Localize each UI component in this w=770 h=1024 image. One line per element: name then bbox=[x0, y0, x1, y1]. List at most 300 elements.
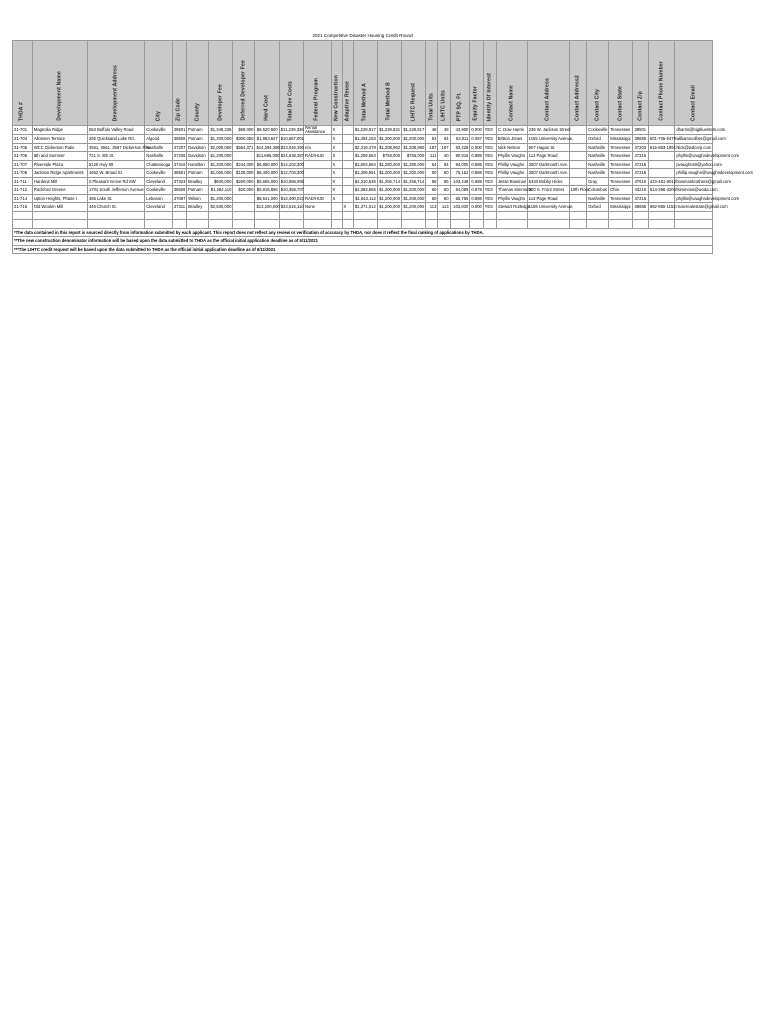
cell-county: Davidson bbox=[187, 143, 209, 152]
cell-contact-name: Thomas Simmons bbox=[497, 187, 532, 193]
cell-zip-code: 38506 bbox=[173, 187, 186, 193]
cell-total-method-a: $1,310,635 bbox=[354, 178, 376, 184]
cell-lihtc-units: 60 bbox=[438, 186, 450, 195]
table-row bbox=[13, 177, 713, 186]
cell-county: Putnam bbox=[187, 169, 209, 178]
cell-lihtc-request: $1,200,000 bbox=[403, 195, 425, 201]
column-header-ptp-sq-ft bbox=[450, 41, 470, 126]
cell-adaptive-reuse bbox=[342, 143, 353, 152]
cell-equity-factor: 0.000 bbox=[471, 144, 482, 150]
cell-new-construction: X bbox=[331, 194, 342, 203]
cell-adaptive-reuse bbox=[342, 160, 353, 169]
cell-lihtc-request: $755,000 bbox=[402, 152, 426, 161]
cell-contact-name: Phyllis Vaughn bbox=[497, 195, 526, 201]
cell-thda: 21-711 bbox=[13, 177, 33, 186]
cell-lihtc-units: 113 bbox=[438, 203, 450, 212]
cell-total-dev-costs: $24,638,387 bbox=[280, 153, 305, 159]
empty-cell bbox=[331, 211, 342, 220]
cell-contact-name: Phillip Vaughn bbox=[496, 169, 527, 178]
empty-cell bbox=[648, 220, 674, 229]
cell-total-units: 64 bbox=[426, 135, 438, 144]
cell-developer-fee: $1,000,000 bbox=[210, 170, 232, 176]
cell-contact-zip: 37203 bbox=[633, 143, 648, 152]
cell-total-units: 111 bbox=[426, 152, 438, 161]
cell-total-dev-costs: $11,239,336 bbox=[279, 126, 303, 135]
empty-cell bbox=[527, 211, 569, 220]
cell-contact-address: 3507 Dartmouth Ave. bbox=[528, 161, 568, 167]
column-header-label: Contact City bbox=[593, 89, 600, 121]
cell-thda: 21-705 bbox=[13, 143, 33, 152]
column-header-label: County bbox=[193, 102, 200, 121]
cell-deferred-developer-fee: $554,371 bbox=[233, 143, 255, 152]
cell-hard-cost: $11,695,000 bbox=[256, 153, 280, 159]
column-header-deferred-developer-fee bbox=[233, 41, 255, 126]
cell-zip-code: 37311 bbox=[173, 204, 186, 210]
cell-total-units: 60 bbox=[426, 194, 438, 203]
empty-cell bbox=[331, 220, 342, 229]
empty-cell bbox=[145, 220, 173, 229]
empty-cell bbox=[187, 220, 209, 229]
cell-new-construction bbox=[331, 203, 342, 212]
footnote-row bbox=[13, 245, 713, 254]
column-header-contact-email bbox=[675, 41, 713, 126]
cell-contact-address: 113 Page Road bbox=[527, 194, 569, 203]
cell-contact-email: pvaughn40@yahoo.com bbox=[676, 161, 722, 167]
cell-contact-email: dharris@bigblueriters.com bbox=[675, 126, 713, 135]
column-header-label: Deferred Developer Fee bbox=[240, 60, 247, 121]
empty-cell bbox=[342, 220, 353, 229]
cell-contact-phone-number: 601-706-6478 bbox=[649, 136, 676, 142]
cell-thda: 21-706 bbox=[13, 152, 33, 161]
cell-identity-of-interest: YES bbox=[483, 203, 496, 212]
cell-total-dev-costs: $23,046,390 bbox=[280, 144, 305, 150]
table-row bbox=[13, 126, 713, 135]
cell-total-dev-costs: $14,102,300 bbox=[280, 161, 305, 167]
cell-lihtc-request: $1,200,000 bbox=[403, 187, 425, 193]
column-header-contact-city bbox=[587, 41, 609, 126]
cell-equity-factor: 0.885 bbox=[471, 161, 482, 167]
empty-cell bbox=[87, 211, 144, 220]
column-header-federal-program bbox=[303, 41, 331, 126]
cell-deferred-developer-fee: $260,000 bbox=[233, 177, 255, 186]
cell-ptp-sq-ft: 90,816 bbox=[450, 152, 470, 161]
cell-contact-city: Nashville bbox=[587, 194, 609, 203]
empty-cell bbox=[233, 220, 255, 229]
cell-lihtc-units: 64 bbox=[438, 160, 450, 169]
cell-total-method-b: $1,200,000 bbox=[379, 187, 401, 193]
cell-federal-program bbox=[303, 160, 331, 169]
cell-thda: 21-712 bbox=[13, 186, 33, 195]
cell-contact-address2 bbox=[569, 143, 587, 152]
column-header-label: Development Address bbox=[112, 64, 119, 121]
cell-contact-name: Britton Jones bbox=[496, 135, 527, 144]
column-header-thda bbox=[13, 41, 33, 126]
cell-development-name: Jackson Ridge Apartments bbox=[32, 169, 87, 178]
empty-cell bbox=[145, 211, 173, 220]
cell-lihtc-units: 48 bbox=[438, 126, 450, 135]
column-header-identity-of-interest bbox=[483, 41, 496, 126]
cell-deferred-developer-fee bbox=[233, 194, 255, 203]
cell-development-address: 256 Quicksand Lake Rd. bbox=[87, 135, 144, 144]
cell-total-dev-costs: $12,703,300 bbox=[280, 170, 305, 176]
cell-ptp-sq-ft: 65,765 bbox=[450, 194, 470, 203]
cell-contact-zip: 37615 bbox=[633, 177, 648, 186]
cell-identity-of-interest: YES bbox=[483, 126, 496, 135]
cell-adaptive-reuse: X bbox=[342, 203, 353, 212]
cell-deferred-developer-fee bbox=[233, 203, 255, 212]
empty-cell bbox=[13, 220, 33, 229]
cell-lihtc-units: 86 bbox=[438, 177, 450, 186]
table-row bbox=[13, 135, 713, 144]
column-header-label: THDA # bbox=[18, 101, 25, 121]
cell-hard-cost: $13,200,000 bbox=[256, 204, 280, 210]
cell-county: Hamilton bbox=[187, 160, 209, 169]
cell-total-method-b: $1,200,000 bbox=[379, 195, 401, 201]
cell-total-method-a: $2,319,478 bbox=[354, 144, 376, 150]
cell-hard-cost: $5,605,000 bbox=[256, 178, 278, 184]
cell-total-method-a: $1,383,865 bbox=[354, 187, 376, 193]
cell-ptp-sq-ft: 43,900 bbox=[450, 126, 470, 135]
empty-cell bbox=[255, 211, 279, 220]
column-header-label: Contact Address2 bbox=[574, 75, 581, 121]
cell-developer-fee: $2,000,050 bbox=[210, 144, 232, 150]
cell-contact-email: bowmanbrothers@gmail.com bbox=[676, 178, 731, 184]
cell-new-construction: X bbox=[331, 177, 342, 186]
cell-city: Algood bbox=[145, 135, 173, 144]
cell-zip-code: 37207 bbox=[173, 144, 186, 150]
cell-hard-cost: $8,400,000 bbox=[256, 170, 278, 176]
cell-total-dev-costs: $10,686,995 bbox=[280, 178, 305, 184]
cell-total-method-a: $1,603,563 bbox=[354, 161, 376, 167]
empty-cell bbox=[172, 211, 186, 220]
column-header-development-name bbox=[32, 41, 87, 126]
footnote-row bbox=[13, 228, 713, 237]
cell-developer-fee: $1,284,110 bbox=[209, 186, 233, 195]
cell-development-name: 8th and Summer bbox=[32, 152, 87, 161]
cell-lihtc-units: 187 bbox=[438, 143, 450, 152]
column-header-label: Equity Factor bbox=[472, 86, 479, 121]
footnote-text: ***The LIHTC credit request will be based upon the data submitted to THDA as the official initial application deadline as of 6/11/2021 bbox=[13, 245, 713, 254]
cell-adaptive-reuse bbox=[342, 126, 353, 135]
cell-hard-cost: $14,294,396 bbox=[256, 144, 280, 150]
cell-total-method-b: $1,200,000 bbox=[379, 170, 401, 176]
cell-federal-program: n/a bbox=[303, 143, 331, 152]
table-row bbox=[13, 152, 713, 161]
header-row bbox=[13, 41, 713, 126]
cell-deferred-developer-fee: $68,000 bbox=[233, 126, 255, 135]
cell-identity-of-interest: YES bbox=[483, 143, 496, 152]
column-header-label: Federal Program bbox=[313, 78, 320, 121]
cell-contact-city: Oxford bbox=[587, 135, 609, 144]
table-row bbox=[13, 169, 713, 178]
cell-total-method-b: $1,256,714 bbox=[379, 178, 401, 184]
cell-contact-address2 bbox=[569, 152, 587, 161]
cell-developer-fee: $1,200,000 bbox=[210, 153, 232, 159]
cell-contact-address: 236 W. Jackson Street bbox=[527, 126, 569, 135]
empty-cell bbox=[633, 211, 648, 220]
cell-development-address: 0 Pleasant Grove Rd SW bbox=[87, 177, 144, 186]
cell-contact-email: tsimmons@woda.com bbox=[676, 187, 718, 193]
cell-contact-zip: 37216 bbox=[633, 152, 648, 161]
cell-development-name: Magnolia Ridge bbox=[32, 126, 87, 135]
cell-federal-program bbox=[303, 177, 331, 186]
empty-cell bbox=[279, 211, 303, 220]
cell-contact-phone-number: 423-461-8012 bbox=[649, 178, 676, 184]
empty-cell bbox=[675, 211, 713, 220]
cell-federal-program: RAD/HUD bbox=[303, 152, 331, 161]
cell-contact-phone-number bbox=[648, 160, 674, 169]
cell-development-name: WCC Dickerson Patio bbox=[32, 143, 87, 152]
cell-developer-fee: $1,200,000 bbox=[210, 195, 232, 201]
empty-cell bbox=[426, 220, 438, 229]
cell-new-construction: X bbox=[331, 186, 342, 195]
column-header-label: LIHTC Units bbox=[440, 90, 447, 121]
column-header-total-units bbox=[426, 41, 438, 126]
cell-zip-code: 38506 bbox=[173, 136, 186, 142]
cell-contact-name: C. Dow Harris bbox=[496, 126, 527, 135]
cell-identity-of-interest: YES bbox=[483, 194, 496, 203]
cell-adaptive-reuse bbox=[342, 186, 353, 195]
cell-county: Putnam bbox=[187, 135, 209, 144]
cell-city: Nashville bbox=[145, 143, 173, 152]
cell-adaptive-reuse bbox=[342, 177, 353, 186]
cell-total-method-a: $1,309,651 bbox=[354, 170, 376, 176]
cell-ptp-sq-ft: 103,830 bbox=[450, 203, 470, 212]
column-header-label: Developer Fee bbox=[217, 84, 224, 121]
cell-federal-program: RAD/HUD bbox=[303, 194, 331, 203]
cell-development-address: 1701 South Jefferson Avenue bbox=[88, 187, 144, 193]
empty-cell bbox=[353, 220, 377, 229]
cell-thda: 21-708 bbox=[13, 169, 33, 178]
cell-equity-factor: 0.888 bbox=[471, 153, 482, 159]
column-header-lihtc-request bbox=[402, 41, 426, 126]
empty-cell bbox=[450, 211, 470, 220]
column-header-label: Contact State bbox=[617, 86, 624, 121]
empty-cell bbox=[172, 220, 186, 229]
column-header-label: New Construction bbox=[332, 75, 339, 121]
column-header-contact-name bbox=[496, 41, 527, 126]
empty-row bbox=[13, 211, 713, 220]
empty-cell bbox=[426, 211, 438, 220]
cell-development-address: 3551, 3561, 3567 Dickerson Pike bbox=[88, 144, 151, 150]
cell-total-method-a: $1,643,112 bbox=[353, 194, 377, 203]
column-header-label: Hard Cost bbox=[263, 95, 270, 121]
cell-city: Lebanon bbox=[145, 194, 173, 203]
column-header-county bbox=[187, 41, 209, 126]
cell-contact-name: Stewart Rutledge bbox=[497, 204, 530, 210]
cell-contact-address2 bbox=[569, 160, 587, 169]
cell-equity-factor: 0.000 bbox=[470, 126, 483, 135]
cell-contact-city: Nashville bbox=[587, 169, 609, 178]
cell-deferred-developer-fee bbox=[233, 152, 255, 161]
empty-cell bbox=[279, 220, 303, 229]
cell-development-address: 445 Church St. bbox=[87, 203, 144, 212]
cell-total-method-b: $1,280,000 bbox=[379, 161, 401, 167]
cell-contact-phone-number bbox=[648, 169, 674, 178]
column-header-label: Adaptive Reuse bbox=[343, 80, 350, 121]
column-header-label: Contact Email bbox=[689, 85, 696, 121]
cell-contact-state: Tennessee bbox=[609, 177, 633, 186]
column-header-city bbox=[145, 41, 173, 126]
empty-cell bbox=[609, 220, 633, 229]
cell-city: Cookeville bbox=[145, 169, 173, 178]
cell-contact-phone-number: 614-396-3200 bbox=[649, 187, 676, 193]
empty-cell bbox=[303, 211, 331, 220]
cell-zip-code: 37416 bbox=[173, 161, 186, 167]
cell-equity-factor: 0.087 bbox=[471, 136, 482, 142]
cell-developer-fee: $2,500,000 bbox=[210, 204, 232, 210]
cell-development-address: 553 Buffalo Valley Road bbox=[87, 126, 144, 135]
empty-cell bbox=[303, 220, 331, 229]
table-row bbox=[13, 160, 713, 169]
empty-cell bbox=[587, 220, 609, 229]
cell-county: Bradley bbox=[187, 203, 209, 212]
cell-contact-email: phillip.vaughn@vaughndevelopment.com bbox=[676, 170, 753, 176]
cell-deferred-developer-fee: $20,000 bbox=[233, 186, 255, 195]
cell-total-method-a: $1,454,153 bbox=[354, 136, 376, 142]
cell-thda: 21-715 bbox=[13, 203, 33, 212]
cell-hard-cost: $1,963,647 bbox=[256, 136, 278, 142]
cell-ptp-sq-ft: 103,448 bbox=[450, 177, 470, 186]
empty-cell bbox=[496, 211, 527, 220]
cell-contact-zip: 37215 bbox=[633, 169, 648, 178]
cell-contact-email: williamscolber@gmail.com bbox=[676, 136, 726, 142]
cell-federal-program bbox=[303, 169, 331, 178]
footnote-row bbox=[13, 237, 713, 246]
cell-contact-address: 500 S. Front Street bbox=[527, 186, 569, 195]
cell-ptp-sq-ft: 63,011 bbox=[450, 135, 470, 144]
empty-cell bbox=[587, 211, 609, 220]
cell-adaptive-reuse bbox=[342, 169, 353, 178]
cell-equity-factor: 0.888 bbox=[471, 170, 482, 176]
column-header-equity-factor bbox=[470, 41, 483, 126]
column-header-label: Contact Name bbox=[507, 84, 514, 121]
cell-new-construction: X bbox=[331, 135, 342, 144]
cell-total-dev-costs: $23,615,110 bbox=[280, 204, 304, 210]
cell-contact-state: Mississippi bbox=[609, 135, 633, 144]
column-header-developer-fee bbox=[209, 41, 233, 126]
cell-development-name: Rockford Greene bbox=[32, 186, 87, 195]
column-header-label: Development Name bbox=[56, 71, 63, 121]
cell-federal-program: None bbox=[303, 203, 331, 212]
column-header-label: Contact Address bbox=[544, 78, 551, 121]
cell-deferred-developer-fee: $128,000 bbox=[233, 169, 255, 178]
cell-contact-phone-number bbox=[648, 194, 674, 203]
cell-contact-name: Nick Nelson bbox=[496, 143, 527, 152]
cell-deferred-developer-fee: $244,000 bbox=[233, 160, 255, 169]
cell-contact-zip: 38655 bbox=[633, 203, 648, 212]
empty-cell bbox=[255, 220, 279, 229]
cell-total-method-a: $1,229,817 bbox=[353, 126, 377, 135]
cell-contact-address: 1155 University Avenue, bbox=[528, 136, 574, 142]
cell-total-dev-costs: $14,490,022 bbox=[280, 195, 305, 201]
cell-county: Putnam bbox=[187, 186, 209, 195]
column-header-label: Total Method B bbox=[385, 82, 392, 121]
cell-contact-state: Ohio bbox=[609, 186, 633, 195]
cell-adaptive-reuse bbox=[342, 135, 353, 144]
column-header-label: LIHTC Request bbox=[409, 82, 416, 121]
cell-city: Chattanooga bbox=[145, 160, 173, 169]
cell-developer-fee: $600,000 bbox=[209, 177, 233, 186]
cell-total-units: 64 bbox=[426, 160, 438, 169]
cell-total-method-b: $1,208,962 bbox=[379, 144, 401, 150]
cell-equity-factor: 0.888 bbox=[471, 178, 482, 184]
cell-ptp-sq-ft: 84,000 bbox=[450, 160, 470, 169]
cell-adaptive-reuse bbox=[342, 152, 353, 161]
cell-contact-address2 bbox=[569, 194, 587, 203]
cell-total-units: 86 bbox=[426, 177, 438, 186]
cell-total-units: 60 bbox=[426, 186, 438, 195]
cell-hard-cost: $8,641,000 bbox=[256, 195, 278, 201]
sheet-title: 2021 Competitive Disaster Housing Credit Round bbox=[312, 33, 413, 38]
cell-equity-factor: 0.878 bbox=[471, 187, 482, 193]
cell-total-method-b: $756,000 bbox=[377, 152, 401, 161]
cell-identity-of-interest: YES bbox=[483, 169, 496, 178]
empty-cell bbox=[648, 211, 674, 220]
cell-contact-email: phyllis@vaughndevelopment.com bbox=[676, 153, 740, 159]
empty-cell bbox=[527, 220, 569, 229]
cell-equity-factor: 0.000 bbox=[471, 204, 482, 210]
cell-contact-zip: 38501 bbox=[633, 126, 648, 135]
cell-hard-cost: $6,850,000 bbox=[256, 161, 278, 167]
column-header-label: Contact Phone Number bbox=[657, 61, 664, 121]
column-header-contact-state bbox=[609, 41, 633, 126]
cell-city: Cleveland bbox=[145, 203, 173, 212]
cell-contact-address: 507 Hagan St. bbox=[527, 143, 569, 152]
cell-contact-address: 3507 Dartmouth Ave. bbox=[528, 170, 568, 176]
cell-contact-zip: 38655 bbox=[633, 135, 648, 144]
cell-contact-city: Gray bbox=[587, 177, 609, 186]
cell-thda: 21-714 bbox=[13, 194, 33, 203]
cell-total-dev-costs: $10,358,707 bbox=[280, 187, 305, 193]
empty-cell bbox=[377, 220, 401, 229]
column-header-label: Total Units bbox=[428, 93, 435, 121]
cell-city: Cleveland bbox=[145, 177, 173, 186]
column-header-development-address bbox=[87, 41, 144, 126]
empty-cell bbox=[32, 211, 87, 220]
empty-cell bbox=[209, 211, 233, 220]
cell-total-units: 187 bbox=[426, 143, 438, 152]
cell-development-name: Old Woolen Mill bbox=[32, 203, 87, 212]
column-header-lihtc-units bbox=[438, 41, 450, 126]
table-row bbox=[13, 203, 713, 212]
cell-contact-phone-number: 615-883-1891 bbox=[649, 144, 676, 150]
empty-cell bbox=[187, 211, 209, 220]
cell-contact-phone-number bbox=[648, 152, 674, 161]
cell-lihtc-units: 60 bbox=[438, 194, 450, 203]
cell-identity-of-interest: YES bbox=[483, 135, 496, 144]
cell-total-method-b: $1,200,000 bbox=[379, 136, 401, 142]
cell-contact-email: rruserealestate@gmail.com bbox=[676, 204, 728, 210]
cell-city: Nashville bbox=[145, 152, 173, 161]
cell-development-name: Upton Heights, Phase I bbox=[32, 194, 87, 203]
cell-lihtc-units: 40 bbox=[438, 152, 450, 161]
cell-contact-address2 bbox=[569, 126, 587, 135]
column-header-label: Identity Of Interest bbox=[485, 72, 492, 121]
cell-contact-email: Nick@wdcorp.com bbox=[676, 144, 712, 150]
column-header-label: City bbox=[154, 110, 161, 121]
cell-lihtc-request: $1,200,000 bbox=[403, 170, 425, 176]
cell-total-units: 48 bbox=[426, 126, 438, 135]
cell-contact-phone-number: 662-655-1152 bbox=[649, 204, 676, 210]
cell-contact-email: phyllis@vaughndevelopment.com bbox=[676, 195, 740, 201]
cell-hard-cost: $6,620,600 bbox=[255, 126, 279, 135]
empty-cell bbox=[342, 211, 353, 220]
cell-hard-cost: $5,816,896 bbox=[256, 187, 278, 193]
empty-cell bbox=[675, 220, 713, 229]
cell-contact-phone-number bbox=[648, 126, 674, 135]
cell-development-name: Allonsen Terrace bbox=[32, 135, 87, 144]
